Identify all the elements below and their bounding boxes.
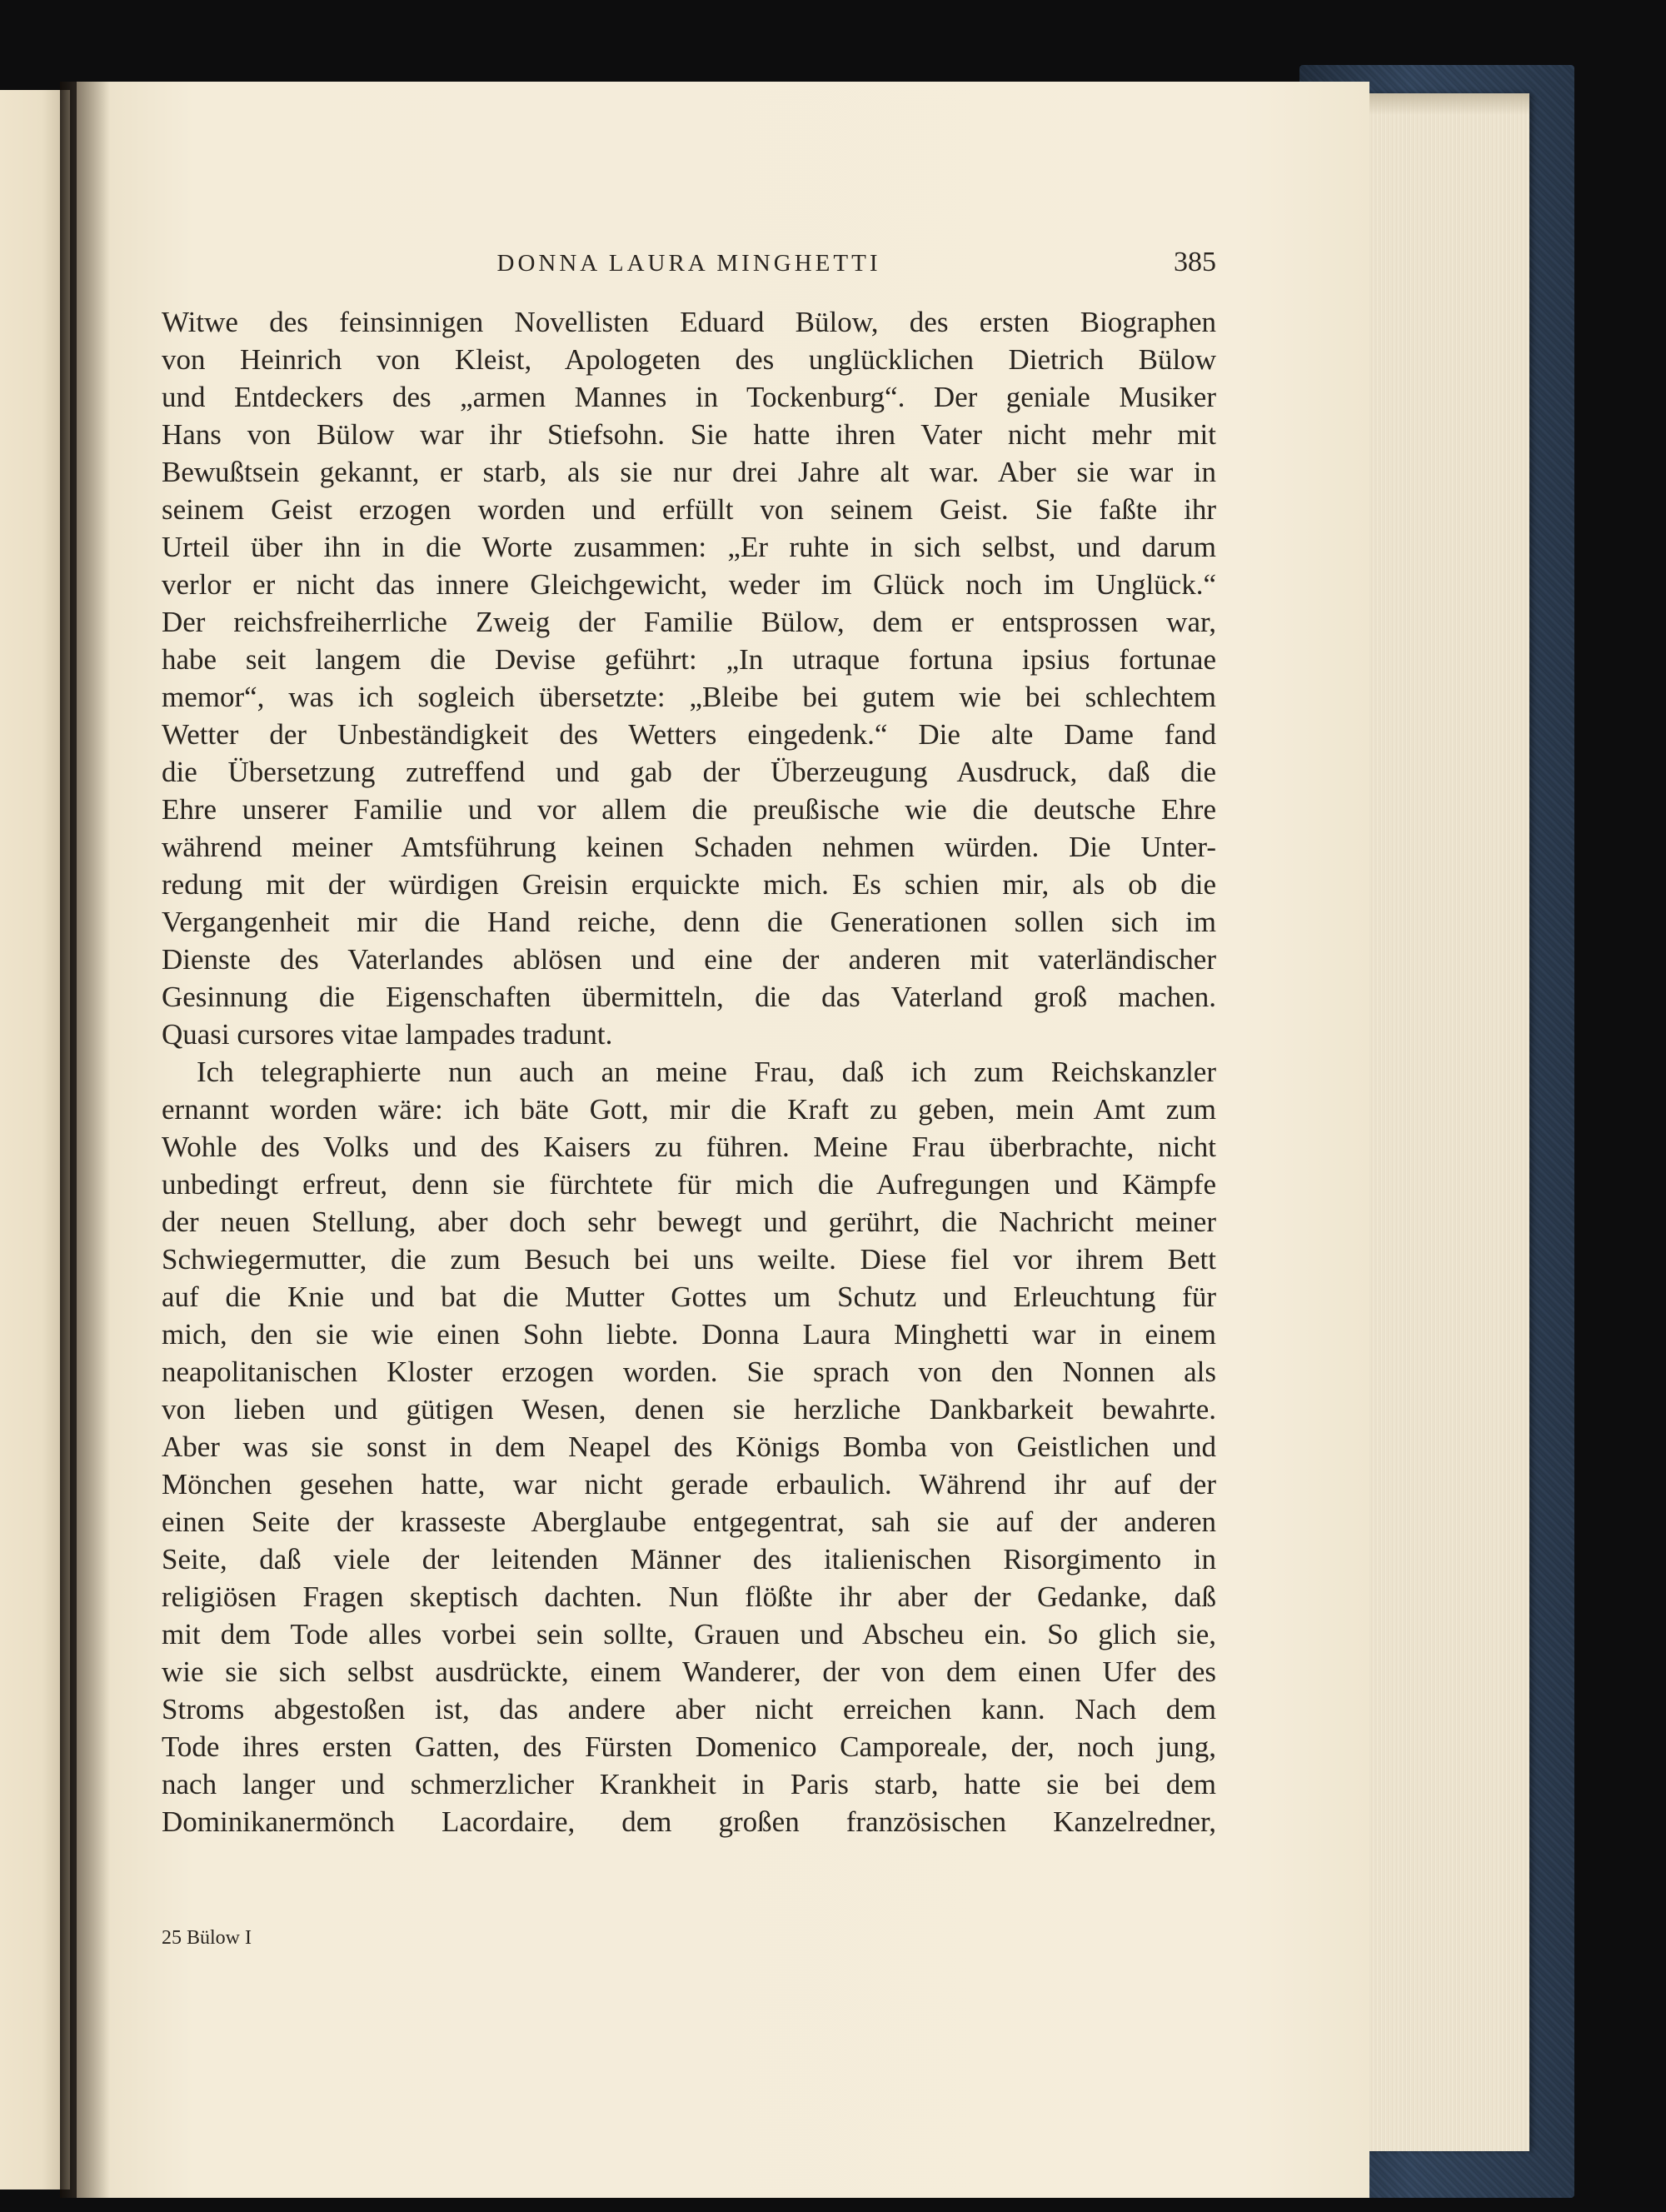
text-line: Der reichsfreiherrliche Zweig der Familie Bülow, dem er entsprossen war,: [162, 606, 1216, 638]
text-line: verlor er nicht das innere Gleichgewicht, weder im Glück noch im Unglück.“: [162, 568, 1216, 601]
text-line: nach langer und schmerzlicher Krankheit in Paris starb, hatte sie bei dem: [162, 1768, 1216, 1800]
text-line: ernannt worden wäre: ich bäte Gott, mir die Kraft zu geben, mein Amt zum: [162, 1093, 1216, 1126]
text-line: Seite, daß viele der leitenden Männer des italienischen Risorgimento in: [162, 1543, 1216, 1575]
text-line: redung mit der würdigen Greisin erquickte mich. Es schien mir, als ob die: [162, 868, 1216, 901]
text-line: Gesinnung die Eigenschaften übermitteln, die das Vaterland groß machen.: [162, 981, 1216, 1013]
text-line: Tode ihres ersten Gatten, des Fürsten Domenico Camporeale, der, noch jung,: [162, 1730, 1216, 1763]
text-line: Stroms abgestoßen ist, das andere aber nicht erreichen kann. Nach dem: [162, 1693, 1216, 1725]
text-line: der neuen Stellung, aber doch sehr bewegt und gerührt, die Nachricht meiner: [162, 1206, 1216, 1238]
text-line: Quasi cursores vitae lampades tradunt.: [162, 1018, 613, 1051]
text-line: habe seit langem die Devise geführt: „In utraque fortuna ipsius fortunae: [162, 643, 1216, 676]
book-page: [77, 82, 1369, 2198]
text-line: während meiner Amtsführung keinen Schaden nehmen würden. Die Unter-: [162, 831, 1216, 863]
text-line: Dienste des Vaterlandes ablösen und eine der anderen mit vaterländischer: [162, 943, 1216, 976]
text-line: Aber was sie sonst in dem Neapel des Königs Bomba von Geistlichen und: [162, 1431, 1216, 1463]
text-line: Ehre unserer Familie und vor allem die preußische wie die deutsche Ehre: [162, 793, 1216, 826]
text-line: mit dem Tode alles vorbei sein sollte, Grauen und Abscheu ein. So glich sie,: [162, 1618, 1216, 1650]
gutter-shadow: [60, 82, 110, 2198]
text-line: Urteil über ihn in die Worte zusammen: „Er ruhte in sich selbst, und darum: [162, 531, 1216, 563]
text-line: Vergangenheit mir die Hand reiche, denn die Generationen sollen sich im: [162, 906, 1216, 938]
text-line: Schwiegermutter, die zum Besuch bei uns weilte. Diese fiel vor ihrem Bett: [162, 1243, 1216, 1276]
text-line: wie sie sich selbst ausdrückte, einem Wanderer, der von dem einen Ufer des: [162, 1655, 1216, 1688]
text-line: Dominikanermönch Lacordaire, dem großen französischen Kanzelredner,: [162, 1805, 1216, 1838]
text-line: Wohle des Volks und des Kaisers zu führen. Meine Frau überbrachte, nicht: [162, 1131, 1216, 1163]
signature-mark: 25 Bülow I: [162, 1927, 252, 1949]
running-head: [162, 237, 1216, 287]
text-line: Hans von Bülow war ihr Stiefsohn. Sie hatte ihren Vater nicht mehr mit: [162, 418, 1216, 451]
text-line: die Übersetzung zutreffend und gab der Überzeugung Ausdruck, daß die: [162, 756, 1216, 788]
text-line: Bewußtsein gekannt, er starb, als sie nur drei Jahre alt war. Aber sie war in: [162, 456, 1216, 488]
text-line: seinem Geist erzogen worden und erfüllt von seinem Geist. Sie faßte ihr: [162, 493, 1216, 526]
page-content: [162, 237, 1216, 1840]
text-line: von lieben und gütigen Wesen, denen sie herzliche Dankbarkeit bewahrte.: [162, 1393, 1216, 1426]
text-line: von Heinrich von Kleist, Apologeten des unglücklichen Dietrich Bülow: [162, 343, 1216, 376]
page-edges-shadow: [1366, 93, 1529, 115]
text-line: mich, den sie wie einen Sohn liebte. Donna Laura Minghetti war in einem: [162, 1318, 1216, 1351]
text-line: und Entdeckers des „armen Mannes in Tockenburg“. Der geniale Musiker: [162, 381, 1216, 413]
text-line: Wetter der Unbeständigkeit des Wetters eingedenk.“ Die alte Dame fand: [162, 718, 1216, 751]
body-text: [162, 303, 1216, 1840]
text-line: auf die Knie und bat die Mutter Gottes um Schutz und Erleuchtung für: [162, 1281, 1216, 1313]
text-line: neapolitanischen Kloster erzogen worden. Sie sprach von den Nonnen als: [162, 1356, 1216, 1388]
text-line: religiösen Fragen skeptisch dachten. Nun flößte ihr aber der Gedanke, daß: [162, 1580, 1216, 1613]
running-title: DONNA LAURA MINGHETTI: [496, 250, 881, 277]
page-edges: [1366, 93, 1529, 2151]
text-line: unbedingt erfreut, denn sie fürchtete für mich die Aufregungen und Kämpfe: [162, 1168, 1216, 1201]
text-line: memor“, was ich sogleich übersetzte: „Bleibe bei gutem wie bei schlechtem: [162, 681, 1216, 713]
text-line: Mönchen gesehen hatte, war nicht gerade erbaulich. Während ihr auf der: [162, 1468, 1216, 1500]
page-number: 385: [1174, 247, 1216, 277]
text-line: Witwe des feinsinnigen Novellisten Eduard Bülow, des ersten Biographen: [162, 306, 1216, 338]
text-line: Ich telegraphierte nun auch an meine Frau, daß ich zum Reichskanzler: [197, 1056, 1216, 1088]
text-line: einen Seite der krasseste Aberglaube entgegentrat, sah sie auf der anderen: [162, 1505, 1216, 1538]
